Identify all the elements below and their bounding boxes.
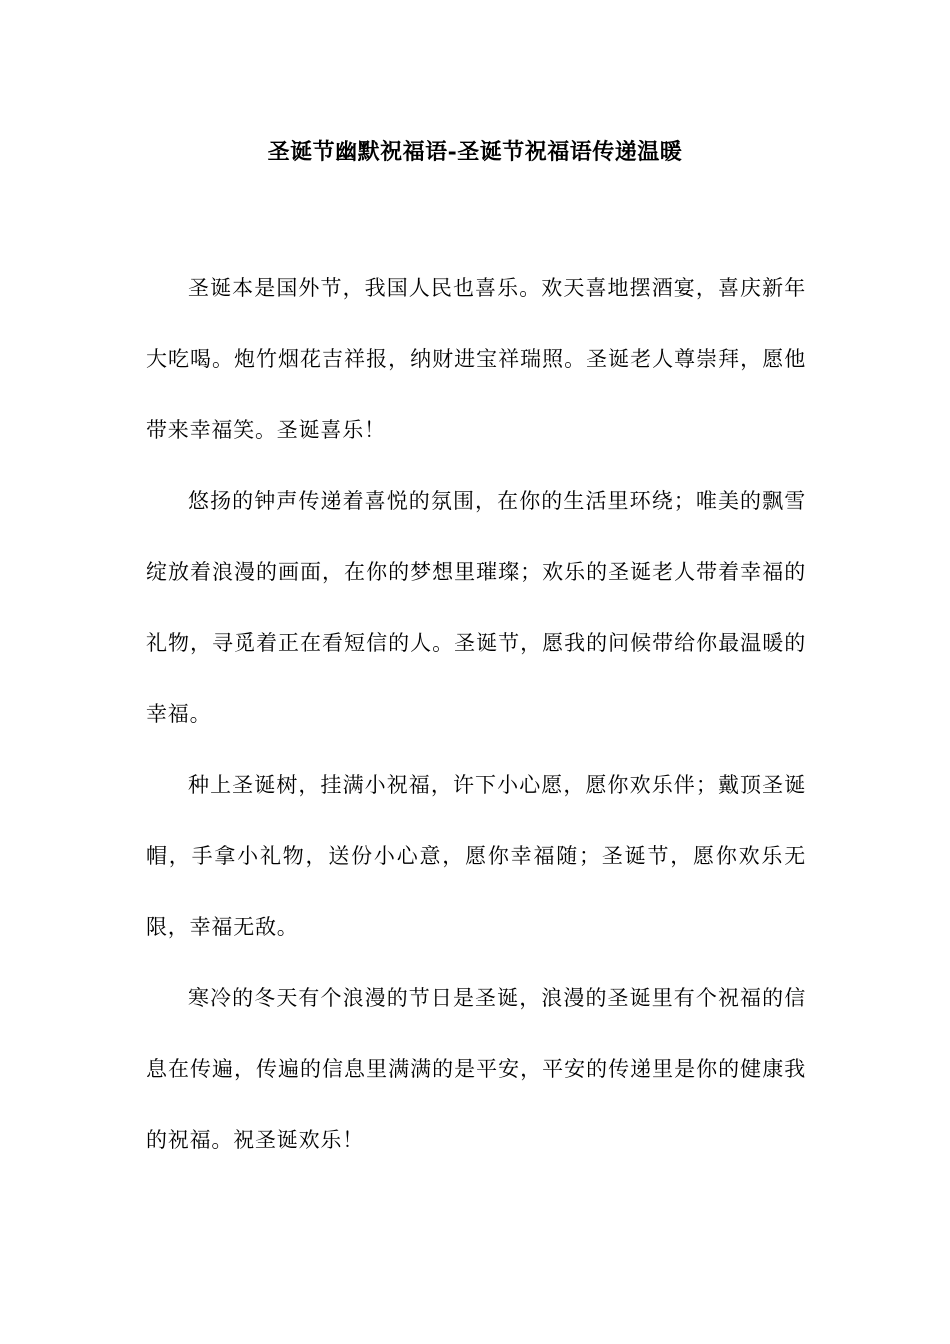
paragraph-3: 种上圣诞树，挂满小祝福，许下小心愿，愿你欢乐伴；戴顶圣诞帽，手拿小礼物，送份小心意，愿你幸福随；圣诞节，愿你欢乐无限，幸福无敌。 [146,773,806,939]
document-body [146,253,806,1176]
paragraph-2: 悠扬的钟声传递着喜悦的氛围，在你的生活里环绕；唯美的飘雪绽放着浪漫的画面，在你的梦想里璀璨；欢乐的圣诞老人带着幸福的礼物，寻觅着正在看短信的人。圣诞节，愿我的问候带给你最温暖的幸福。 [146,489,806,726]
paragraph-1: 圣诞本是国外节，我国人民也喜乐。欢天喜地摆酒宴，喜庆新年大吃喝。炮竹烟花吉祥报，纳财进宝祥瑞照。圣诞老人尊崇拜，愿他带来幸福笑。圣诞喜乐！ [146,276,806,442]
paragraph-4: 寒冷的冬天有个浪漫的节日是圣诞，浪漫的圣诞里有个祝福的信息在传遍，传遍的信息里满满的是平安，平安的传递里是你的健康我的祝福。祝圣诞欢乐！ [146,986,806,1152]
document-title: 圣诞节幽默祝福语-圣诞节祝福语传递温暖 [267,139,683,165]
